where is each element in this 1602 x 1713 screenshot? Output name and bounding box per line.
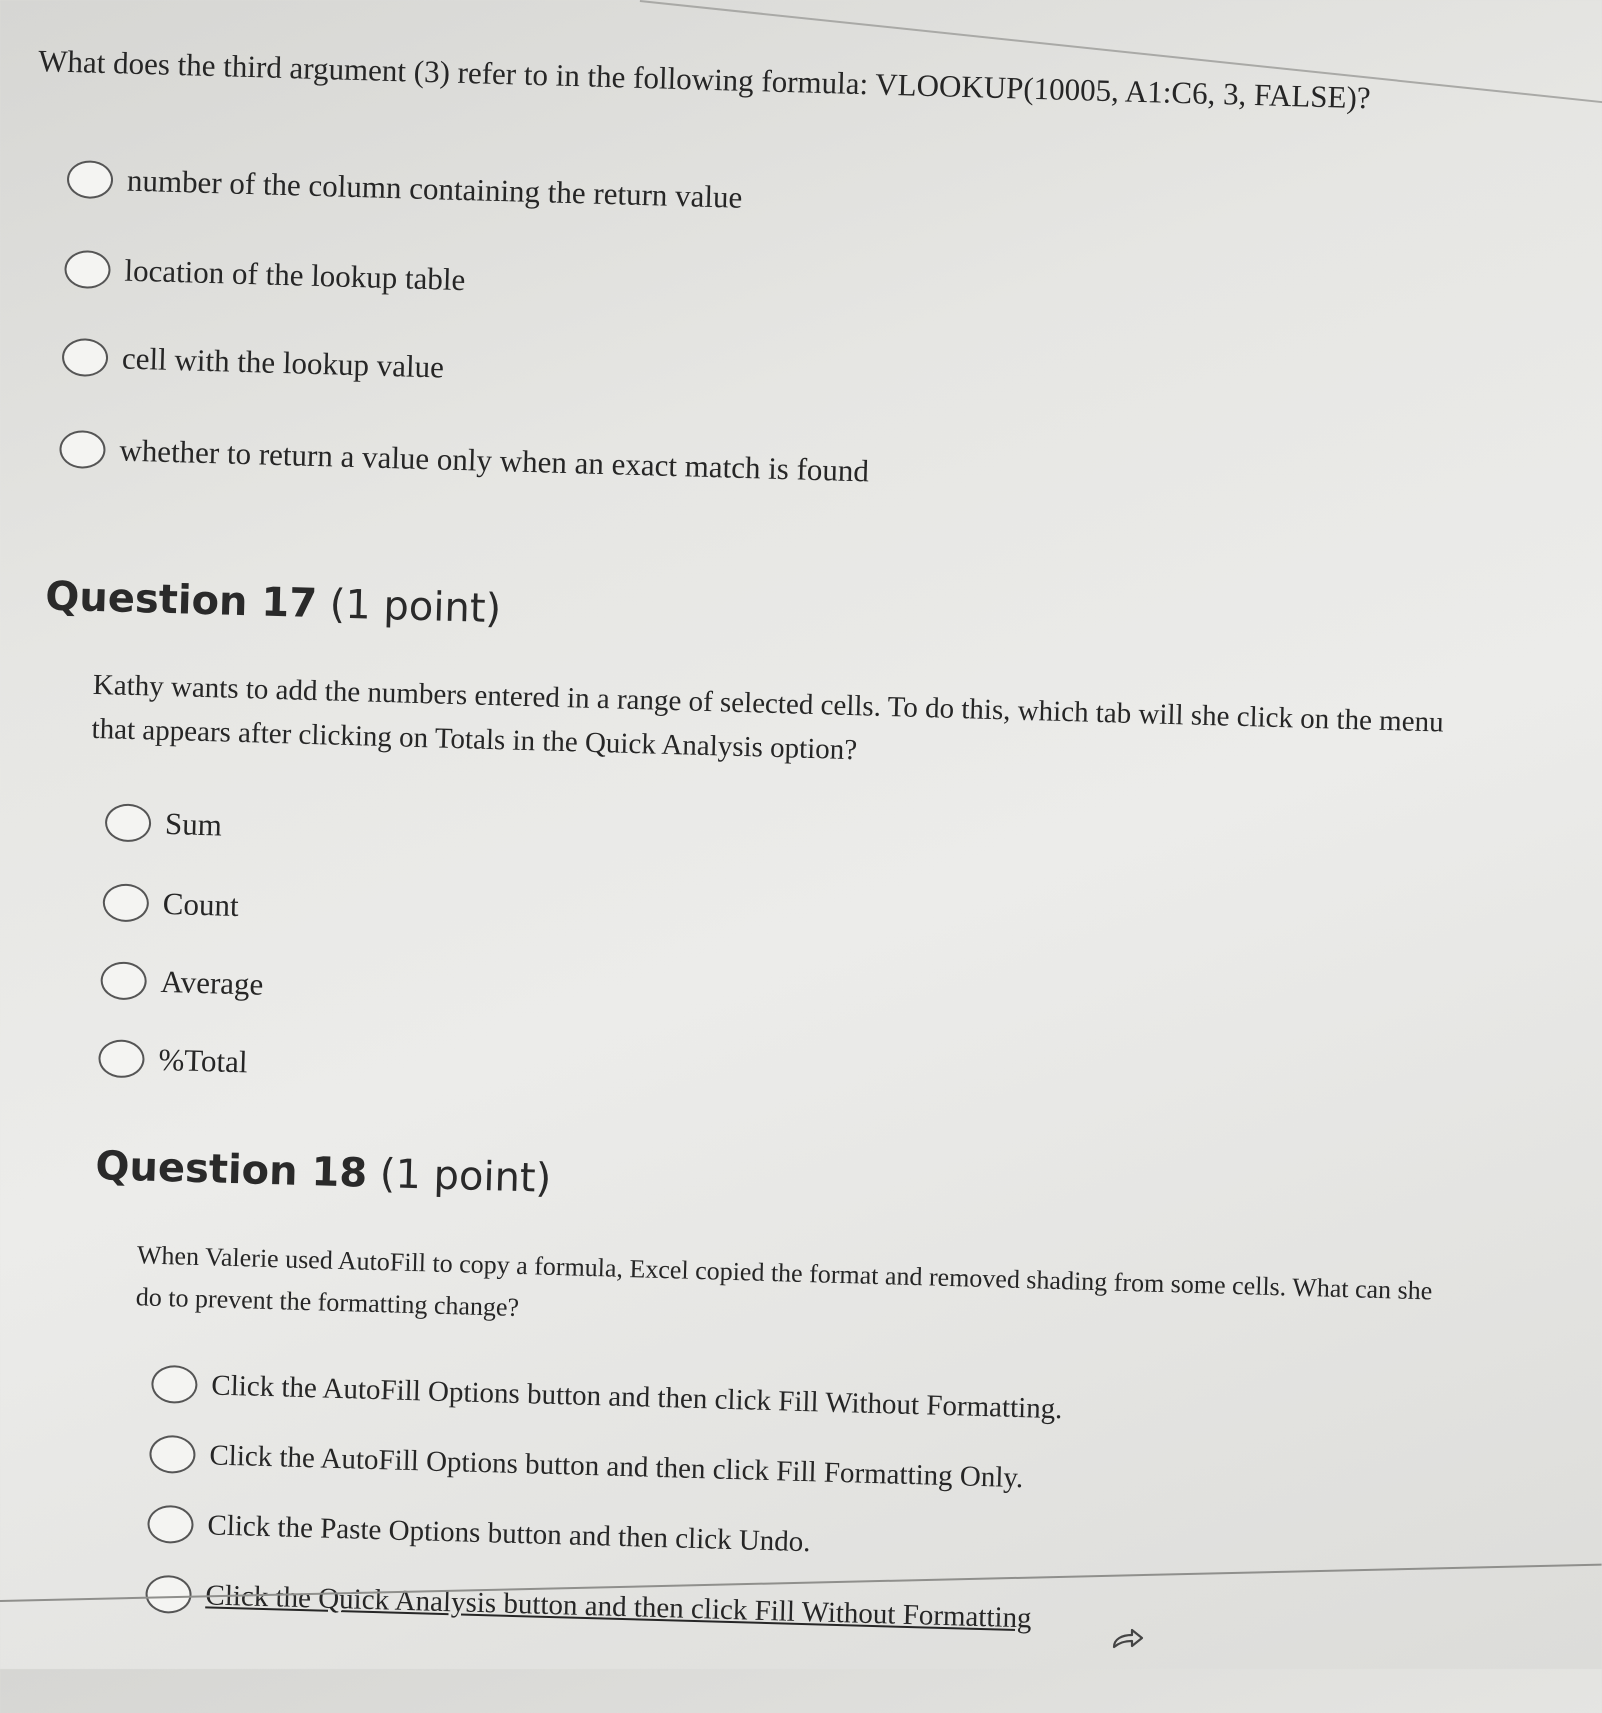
- radio-button[interactable]: [102, 883, 149, 922]
- hand-pointer-icon: [1110, 1625, 1146, 1653]
- option-label: number of the column containing the return value: [126, 162, 743, 215]
- option-label: location of the lookup table: [124, 252, 466, 298]
- radio-button[interactable]: [62, 338, 109, 377]
- q17-option-average[interactable]: [100, 961, 264, 1004]
- radio-button[interactable]: [147, 1505, 194, 1544]
- radio-button[interactable]: [145, 1575, 192, 1614]
- option-label: %Total: [157, 1041, 249, 1080]
- q16-option-3[interactable]: [62, 338, 445, 387]
- option-label: Click the Quick Analysis button and then click Fill Without Formatting: [205, 1578, 1033, 1634]
- radio-button[interactable]: [66, 160, 113, 199]
- option-label: Click the Paste Options button and then click Undo.: [207, 1508, 811, 1558]
- q16-question-text: What does the third argument (3) refer to in the following formula: VLOOKUP(10005, A1:C6, 3, FALSE)?: [37, 43, 1372, 116]
- option-label: cell with the lookup value: [121, 340, 445, 385]
- radio-button[interactable]: [64, 250, 111, 289]
- radio-button[interactable]: [98, 1039, 145, 1078]
- q18-option-1[interactable]: [151, 1365, 1063, 1428]
- q16-option-1[interactable]: [66, 160, 742, 217]
- q18-question-text: When Valerie used AutoFill to copy a formula, Excel copied the format and removed shading from some cells. What can she do to prevent the formatting change?: [135, 1240, 1433, 1322]
- radio-button[interactable]: [105, 803, 152, 842]
- radio-button[interactable]: [59, 430, 106, 469]
- q17-option-count[interactable]: [102, 883, 239, 925]
- option-label: Average: [160, 963, 264, 1002]
- radio-button[interactable]: [151, 1365, 198, 1404]
- q18-option-2[interactable]: [149, 1435, 1024, 1497]
- q17-heading: [45, 574, 502, 633]
- radio-button[interactable]: [100, 961, 147, 1000]
- q18-option-3[interactable]: [147, 1505, 811, 1562]
- option-label: Count: [162, 885, 240, 924]
- option-label: Click the AutoFill Options button and then click Fill Formatting Only.: [209, 1438, 1024, 1494]
- q18-option-4[interactable]: [145, 1575, 1032, 1638]
- question-number: Question 18: [94, 1143, 368, 1197]
- q17-option-sum[interactable]: [105, 803, 223, 844]
- radio-button[interactable]: [149, 1435, 196, 1474]
- option-label: Click the AutoFill Options button and then click Fill Without Formatting.: [210, 1368, 1063, 1425]
- q17-option-percent-total[interactable]: [98, 1039, 248, 1081]
- q16-option-4[interactable]: [59, 430, 870, 491]
- q18-heading: [95, 1143, 552, 1202]
- question-number: Question 17: [44, 573, 318, 628]
- question-points: (1 point): [379, 1151, 552, 1202]
- option-label: whether to return a value only when an exact match is found: [118, 432, 870, 489]
- q16-option-2[interactable]: [64, 250, 466, 299]
- q17-question-text: Kathy wants to add the numbers entered in a range of selected cells. To do this, which tab will she click on the menu that appears after clicking on Totals in the Quick Analysis option?: [91, 668, 1445, 767]
- question-points: (1 point): [329, 581, 502, 633]
- option-label: Sum: [164, 805, 223, 843]
